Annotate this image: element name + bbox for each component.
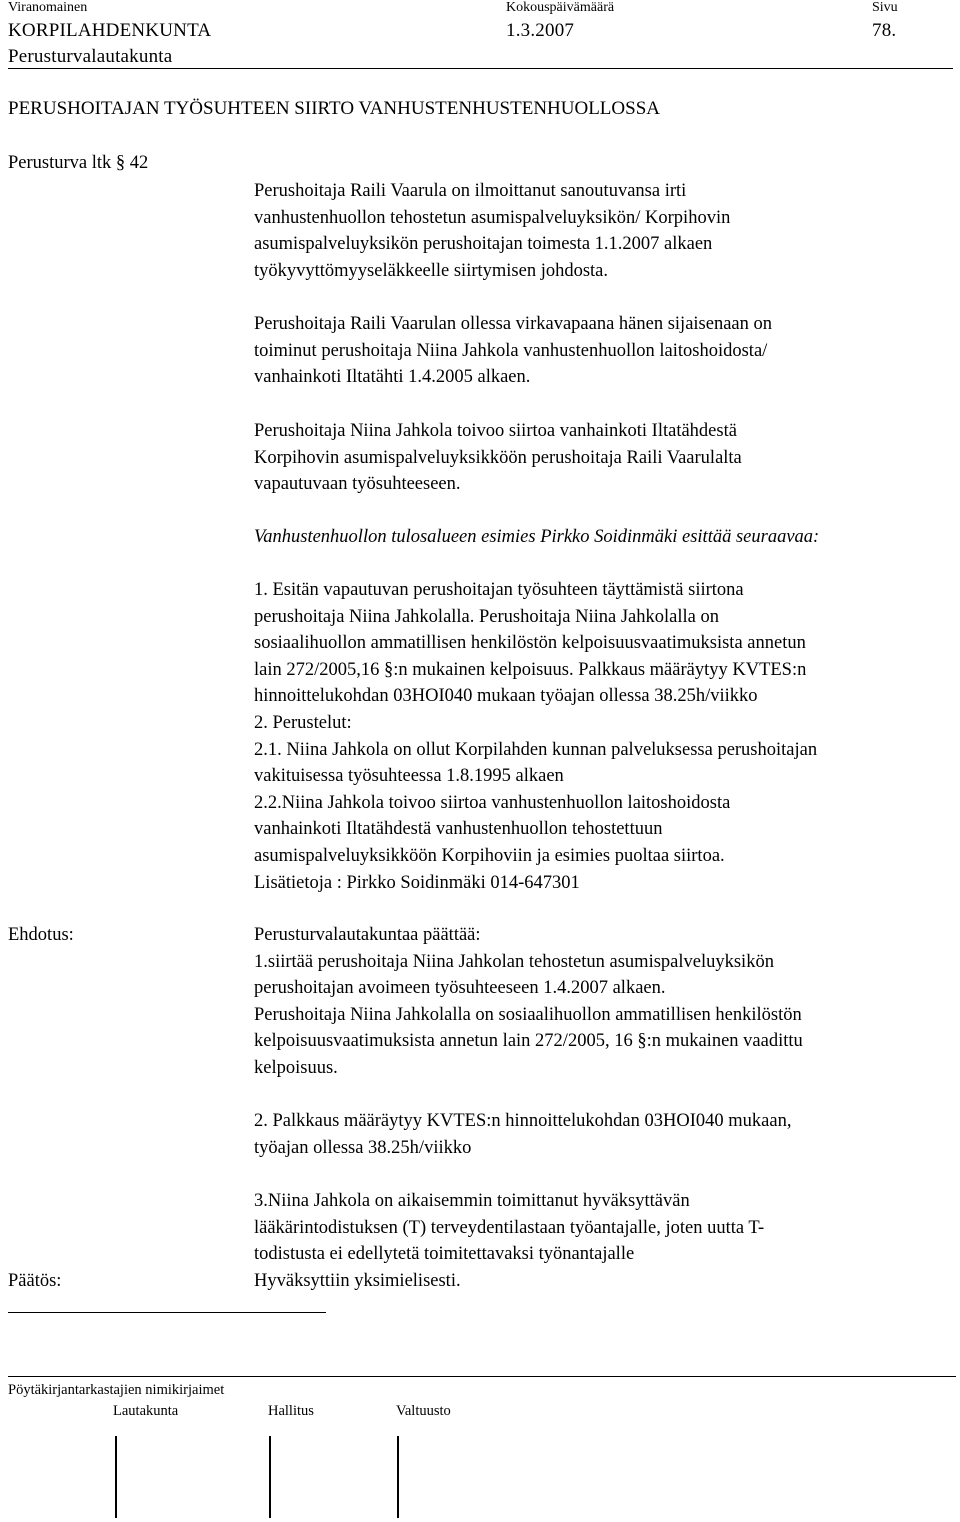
header-page-number: 78. (872, 20, 897, 41)
header-body: Perusturvalautakunta (8, 46, 173, 67)
header-divider (8, 68, 953, 69)
text-line: työkyvyttömyyseläkkeelle siirtymisen johdosta. (254, 260, 609, 281)
proposer-line: Vanhustenhuollon tulosalueen esimies Pirkko Soidinmäki esittää seuraavaa: (254, 527, 820, 547)
footer-col-executive: Hallitus (268, 1403, 314, 1419)
text-line: työajan ollessa 38.25h/viikko (254, 1137, 472, 1158)
header-label-meeting-date: Kokouspäivämäärä (506, 0, 615, 15)
text-line: vanhustenhuollon tehostetun asumispalveluyksikön/ Korpihovin (254, 207, 731, 228)
header-label-authority: Viranomainen (8, 0, 88, 15)
proposal-medical-text (254, 1188, 959, 1268)
decision-label: Päätös: (8, 1271, 62, 1291)
signature-line-board (115, 1436, 117, 1518)
text-line: asumispalveluyksikön perushoitajan toimesta 1.1.2007 alkaen (254, 234, 713, 255)
footer-divider (8, 1376, 956, 1377)
text-line: Perushoitaja Niina Jahkolalla on sosiaalihuollon ammatillisen henkilöstön (254, 1004, 802, 1025)
text-line: Perushoitaja Niina Jahkola toivoo siirtoa vanhainkoti Iltatähdestä (254, 421, 737, 441)
text-line: perushoitaja Niina Jahkolalla. Perushoitaja Niina Jahkolalla on (254, 606, 719, 627)
text-line: 3.Niina Jahkola on aikaisemmin toimittanut hyväksyttävän (254, 1191, 690, 1211)
proposal-decision-text (254, 922, 959, 1082)
proposal-salary-text (254, 1108, 959, 1161)
text-line: Perushoitaja Raili Vaarulan ollessa virkavapaana hänen sijaisenaan on (254, 314, 772, 334)
text-line: Lisätietoja : Pirkko Soidinmäki 014-647301 (254, 872, 580, 893)
footer-col-council: Valtuusto (396, 1403, 451, 1419)
text-line: Perusturvalautakuntaa päättää: (254, 925, 481, 945)
text-line: 1.siirtää perushoitaja Niina Jahkolan tehostetun asumispalveluyksikön (254, 951, 774, 972)
text-line: vapautuvaan työsuhteeseen. (254, 474, 461, 495)
text-line: asumispalveluyksikköön Korpihoviin ja esimies puoltaa siirtoa. (254, 845, 725, 866)
text-line: 2.1. Niina Jahkola on ollut Korpilahden kunnan palveluksessa perushoitajan (254, 739, 818, 760)
text-line: kelpoisuus. (254, 1057, 338, 1078)
signature-line-executive (269, 1436, 271, 1518)
text-line: Perushoitaja Raili Vaarula on ilmoittanut sanoutuvansa irti (254, 181, 687, 201)
header-organization: KORPILAHDENKUNTA (8, 20, 212, 41)
text-line: 2.2.Niina Jahkola toivoo siirtoa vanhustenhuollon laitoshoidosta (254, 792, 731, 813)
text-line: lain 272/2005,16 §:n mukainen kelpoisuus. Palkkaus määräytyy KVTES:n (254, 659, 807, 680)
footer-initials-label: Pöytäkirjantarkastajien nimikirjaimet (8, 1382, 225, 1398)
text-line: vanhainkoti Iltatähdestä vanhustenhuollon tehostettuun (254, 819, 663, 840)
proposal-label: Ehdotus: (8, 925, 74, 945)
decision-text: Hyväksyttiin yksimielisesti. (254, 1271, 461, 1291)
text-line: toiminut perushoitaja Niina Jahkola vanhustenhuollon laitoshoidosta/ (254, 340, 768, 361)
text-line: lääkärintodistuksen (T) terveydentilastaan työantajalle, joten uutta T- (254, 1217, 765, 1238)
text-line: sosiaalihuollon ammatillisen henkilöstön kelpoisuusvaatimuksista annetun (254, 633, 806, 654)
text-line: perushoitajan avoimeen työsuhteeseen 1.4.2007 alkaen. (254, 978, 666, 999)
section-reference: Perusturva ltk § 42 (8, 153, 149, 173)
text-line: 1. Esitän vapautuvan perushoitajan työsuhteen täyttämistä siirtona (254, 580, 744, 600)
footer-col-board: Lautakunta (113, 1403, 179, 1419)
text-line: hinnoittelukohdan 03HOI040 mukaan työajan ollessa 38.25h/viikko (254, 686, 758, 707)
paragraph-substitute (254, 311, 959, 391)
header-label-page: Sivu (872, 0, 898, 15)
text-line: todistusta ei edellytetä toimitettavaksi työnantajalle (254, 1244, 635, 1265)
signature-line-council (397, 1436, 399, 1518)
text-line: vanhainkoti Iltatähti 1.4.2005 alkaen. (254, 367, 531, 388)
paragraph-proposal-details (254, 577, 959, 896)
document-title: PERUSHOITAJAN TYÖSUHTEEN SIIRTO VANHUSTENHUSTENHUOLLOSSA (8, 98, 660, 119)
text-line: 2. Perustelut: (254, 712, 352, 733)
text-line: 2. Palkkaus määräytyy KVTES:n hinnoittelukohdan 03HOI040 mukaan, (254, 1111, 792, 1131)
paragraph-resignation (254, 178, 959, 284)
text-line: vakituisessa työsuhteessa 1.8.1995 alkaen (254, 766, 564, 787)
text-line: kelpoisuusvaatimuksista annetun lain 272/2005, 16 §:n mukainen vaadittu (254, 1031, 803, 1052)
text-line: Korpihovin asumispalveluyksikköön perushoitaja Raili Vaarulalta (254, 447, 742, 468)
header-meeting-date: 1.3.2007 (506, 20, 575, 41)
paragraph-transfer-request (254, 418, 959, 498)
decision-underline (8, 1312, 326, 1313)
